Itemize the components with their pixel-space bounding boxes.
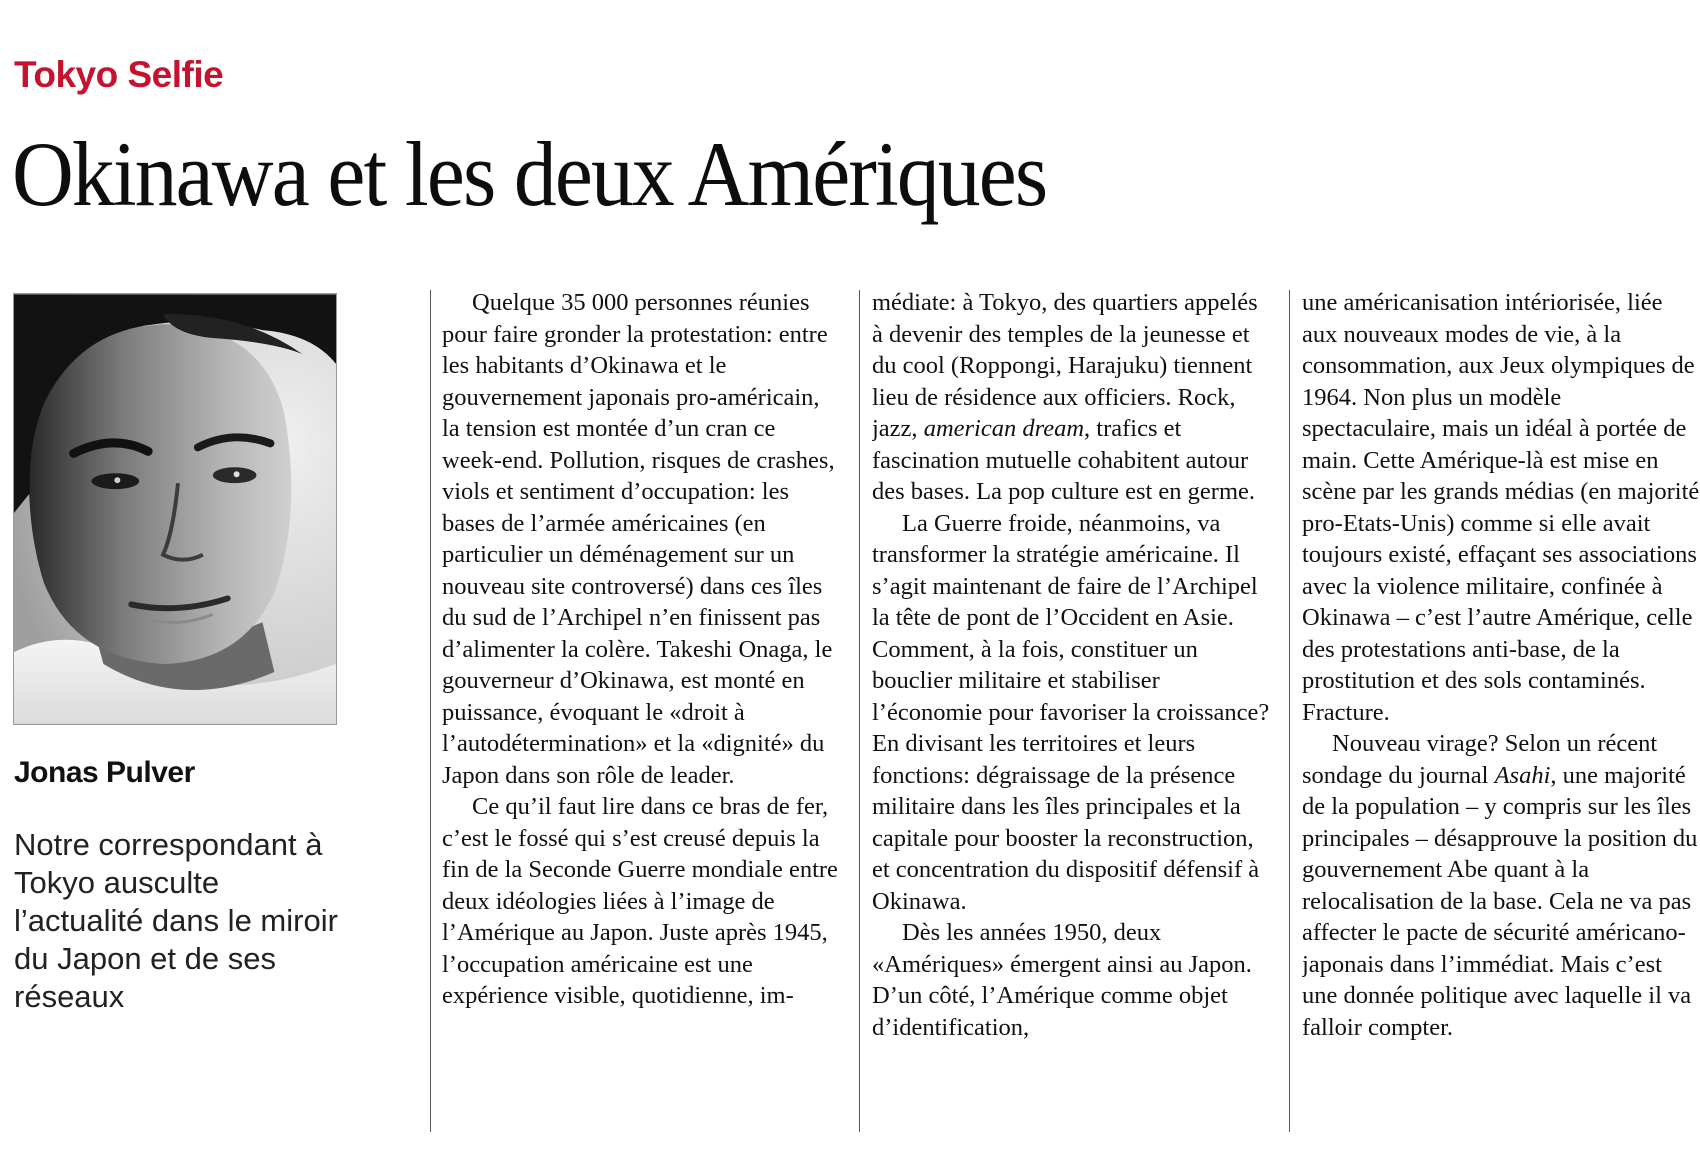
text-run: médiate: à Tokyo, des quartiers appelés à devenir des temples de la jeunesse et du cool (Roppongi, Harajuku) tiennent lieu de résidence aux officiers. Rock, jazz,: [872, 289, 1258, 442]
paragraph: Ce qu’il faut lire dans ce bras de fer, c’est le fossé qui s’est creusé depuis la fin de la Seconde Guerre mondiale entre deux idéologies liées à l’image de l’Amérique au Japon. Juste après 1945, l’occupation américaine est une expérience visible, quotidienne, im-: [442, 793, 838, 1009]
headline: Okinawa et les deux Amériques: [12, 123, 1047, 225]
body-column-2: [872, 287, 1270, 1137]
column-rule: [859, 290, 860, 1132]
text-run: , une majorité de la population – y compris sur les îles principales – désapprouve la position du gouvernement Abe quant à la relocalisation de la base. Cela ne va pas affecter le pacte de sécurité américano-japonais dans l’immédiat. Mais c’est une donnée politique avec laquelle il va falloir compter.: [1302, 761, 1698, 1041]
paragraph: une américanisation intériorisée, liée aux nouveaux modes de vie, à la consommation, aux Jeux olympiques de 1964. Non plus un modèle spectaculaire, mais un idéal à portée de main. Cette Amérique-là est mise en scène par les grands médias (en majorité pro-Etats-Unis) comme si elle avait toujours existé, effaçant ses associations avec la violence militaire, confinée à Okinawa – c’est l’autre Amérique, celle des protestations anti-base, de la prostitution et des sols contaminés. Fracture.: [1302, 289, 1700, 726]
paragraph: La Guerre froide, néanmoins, va transformer la stratégie américaine. Il s’agit maintenant de faire de l’Archipel la tête de pont de l’Occident en Asie. Comment, à la fois, constituer un bouclier militaire et stabiliser l’économie pour favoriser la croissance? En divisant les territoires et leurs fonctions: dégraissage de la présence militaire dans les îles principales et la capitale pour booster la reconstruction, et concentration du dispositif défensif à Okinawa.: [872, 509, 1270, 915]
column-rule: [1289, 290, 1290, 1132]
column-rule: [430, 290, 431, 1132]
body-column-1: [442, 287, 840, 1137]
paragraph: [1302, 728, 1700, 1043]
portrait-photo-icon: [14, 294, 336, 724]
text-run: Nouveau virage? Selon un récent sondage du journal: [1302, 730, 1658, 789]
italic-term: Asahi: [1494, 761, 1551, 789]
author-blurb: Notre correspondant à Tokyo ausculte l’actualité dans le miroir du Japon et de ses réseaux: [14, 827, 338, 1014]
rubric-label: Tokyo Selfie: [14, 54, 224, 95]
text-run: , trafics et fascination mutuelle cohabitent autour des bases. La pop culture est en germe.: [872, 415, 1256, 505]
body-column-3: [1302, 287, 1700, 1137]
italic-term: american dream: [923, 415, 1085, 442]
paragraph: Dès les années 1950, deux «Amériques» émergent ainsi au Japon. D’un côté, l’Amérique comme objet d’identification,: [872, 919, 1252, 1041]
author-portrait: [13, 293, 337, 725]
paragraph: Quelque 35 000 personnes réunies pour faire gronder la protestation: entre les habitants d’Okinawa et le gouvernement japonais pro-américain, la tension est montée d’un cran ce week-end. Pollution, risques de crashes, viols et sentiment d’occupation: les bases de l’armée américaines (en particulier un déménagement sur un nouveau site controversé) dans ces îles du sud de l’Archipel n’en finissent pas d’alimenter la colère. Takeshi Onaga, le gouverneur d’Okinawa, est monté en puissance, évoquant le «droit à l’autodétermination» et la «dignité» du Japon dans son rôle de leader.: [442, 289, 835, 789]
author-name: Jonas Pulver: [14, 756, 195, 789]
paragraph: [872, 287, 1270, 508]
